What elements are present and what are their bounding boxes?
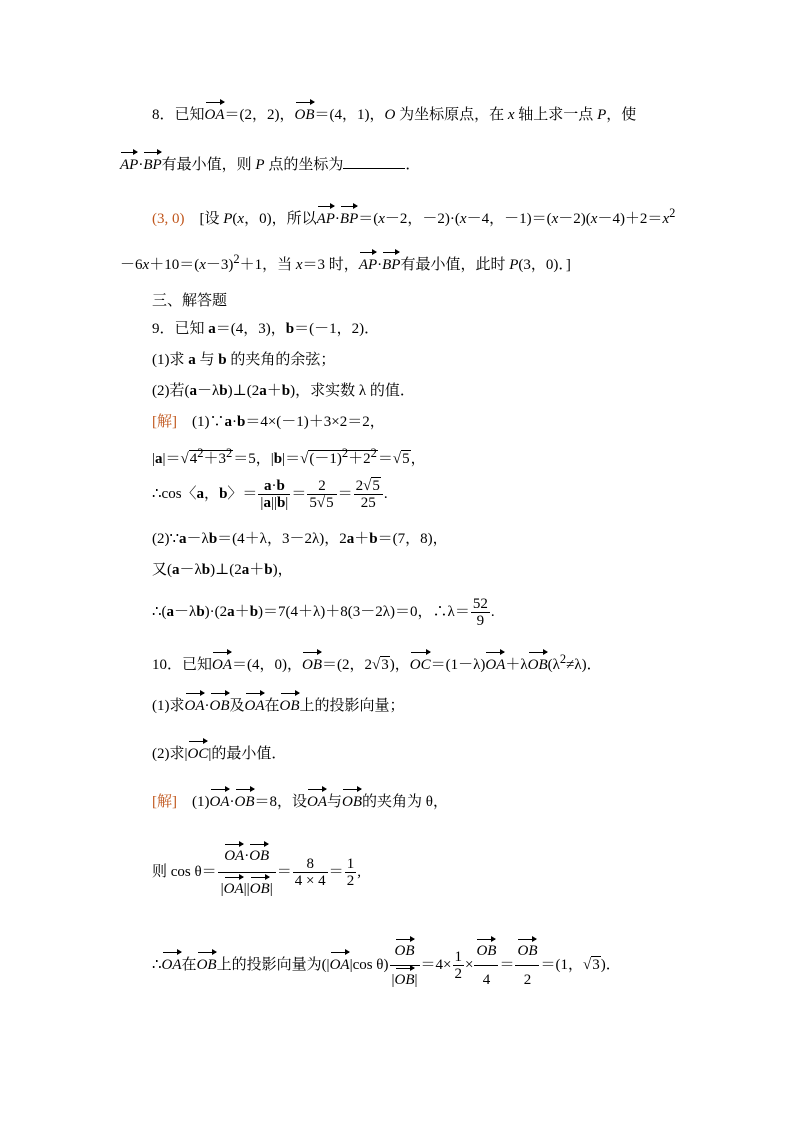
q9-sol-2: $|a|=√4^2+3^2=5$，$|b|=√(-1)^2+2^2=√5$， [152, 446, 426, 467]
q9-part1: (1)求 a 与 b 的夹角的余弦； [152, 352, 336, 368]
q9-sol-6: ∴(a－λb)·(2a＋b)＝7(4＋λ)＋8(3－2λ)＝0，∴λ＝ $\frac{52}{9}$ . [152, 596, 495, 629]
q9-sol-4: (2)∵a－λb＝(4＋λ，3－2λ)，2a＋b＝(7，8)， [152, 531, 448, 547]
q10-part1: (1)求OA·OB及OA在OB上的投影向量； [152, 698, 405, 714]
q8-line1: 8．已知OA＝(2，2)，OB＝(4，1)，O 为坐标原点，在 x 轴上求一点 P，使 [152, 107, 637, 123]
q9-sol-1: [解] (1)∵a·b＝4×(－1)＋3×2＝2， [152, 414, 385, 430]
q10-sol-2: 则 cos θ＝ $\frac{OA\cdot OB}{|OA||OB|}$ ＝ $\frac{8}{4 \times 4}$ ＝ $\frac{1}{2}$ , [152, 848, 361, 897]
q10-part2: (2)求|OC|的最小值． [152, 746, 287, 762]
q9-sol-5: 又(a－λb)⊥(2a＋b)， [152, 562, 293, 578]
section-title: 三、解答题 [152, 293, 228, 309]
q10-sol-3: ∴OA在OB上的投影向量为(|OA|cos θ) $\frac{OB}{|OB|}$ ＝4× $\frac{1}{2}$ × $\frac{OB}{4}$ ＝ $\frac{OB}{2}$ ＝(1，√3)． [152, 943, 621, 988]
q9-part2: (2)若(a－λb)⊥(2a＋b)，求实数 λ 的值． [152, 383, 415, 399]
q8-answer: (3, 0) [152, 211, 185, 227]
q10-stem: 10．已知OA＝(4，0)，OB＝(2，2√3)，$OC=(1-\lambda)OA+\lambda OB(\lambda^2\ne\lambda)$． [152, 652, 602, 673]
q9-stem: 9．已知 a＝(4，3)，b＝(－1，2)． [152, 321, 380, 337]
q8-solution-line2: $-6x+10=(x-3)^2+1$，当 x＝3 时，AP·BP有最小值，此时 P(3，0)．] [120, 252, 571, 273]
answer-blank [343, 156, 405, 169]
q8-line2: AP·BP有最小值，则 P 点的坐标为 ． [120, 157, 421, 173]
q9-sol-3: ∴cos〈a，b〉＝ $\frac{a\cdot b}{|a||b|}$ ＝ $\frac{2}{5√5}$ ＝ $\frac{2√5}{25}$ . [152, 478, 388, 511]
q8-solution-line1: (3, 0) [设 P(x，0)，所以AP·BP＝(x－2，－2)·(x－4，$-1)=(x-2)(x-4)+2=x^2$ [152, 206, 676, 227]
q10-sol-1: [解] (1)OA·OB＝8，设OA与OB的夹角为 θ， [152, 794, 448, 810]
